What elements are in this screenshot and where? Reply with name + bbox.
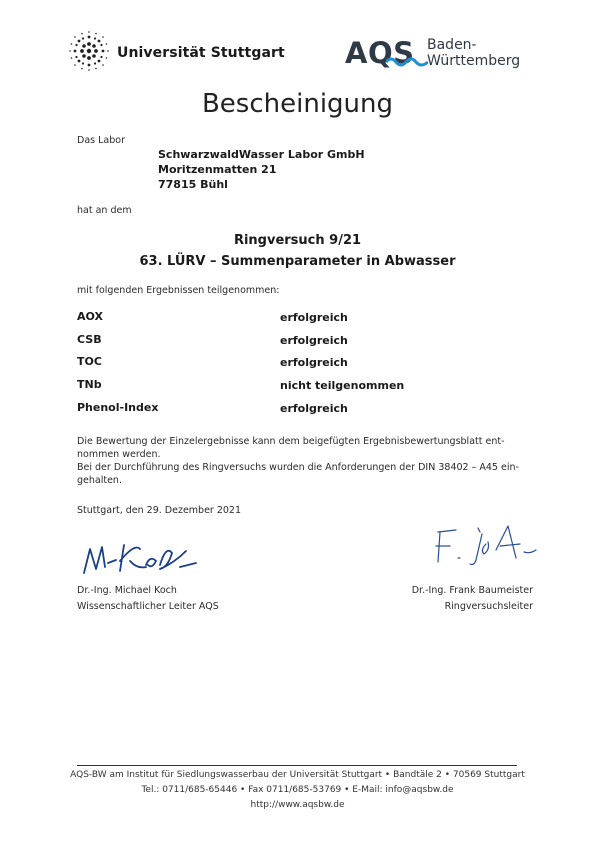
result-param: TNb — [77, 378, 102, 391]
result-value: erfolgreich — [280, 402, 348, 415]
left-signer-role: Wissenschaftlicher Leiter AQS — [77, 601, 219, 612]
aqs-logo: AQS — [345, 36, 415, 70]
lab-city: 77815 Bühl — [158, 178, 228, 191]
result-param: TOC — [77, 355, 102, 368]
right-signer-role: Ringversuchsleiter — [444, 601, 533, 612]
ringversuch-title: 63. LÜRV – Summenparameter in Abwasser — [139, 254, 456, 269]
results-intro: mit folgenden Ergebnissen teilgenommen: — [77, 285, 280, 296]
aqs-region-line1: Baden- — [427, 37, 477, 53]
footer-divider — [77, 765, 517, 766]
result-value: erfolgreich — [280, 334, 348, 347]
footer-contact: Tel.: 0711/685-65446 • Fax 0711/685-53769 • E-Mail: info@aqsbw.de — [141, 785, 454, 795]
signature-koch — [80, 535, 200, 580]
right-signer-name: Dr.-Ing. Frank Baumeister — [411, 585, 533, 596]
lab-name: SchwarzwaldWasser Labor GmbH — [158, 148, 365, 161]
lab-street: Moritzenmatten 21 — [158, 163, 277, 176]
at-label: hat an dem — [77, 205, 132, 216]
aqs-region-line2: Württemberg — [427, 53, 521, 69]
result-value: erfolgreich — [280, 311, 348, 324]
result-param: Phenol-Index — [77, 401, 159, 414]
result-value: nicht teilgenommen — [280, 379, 405, 392]
lab-label: Das Labor — [77, 135, 125, 146]
note-line: Bei der Durchführung des Ringversuchs wurden die Anforderungen der DIN 38402 – A45 ein- — [77, 462, 519, 473]
note-line: Die Bewertung der Einzelergebnisse kann dem beigefügten Ergebnisbewertungsblatt ent- — [77, 436, 505, 447]
footer-address: AQS-BW am Institut für Siedlungswasserbau der Universität Stuttgart • Bandtäle 2 • 70569 Stuttgart — [70, 770, 525, 780]
wave-icon — [386, 56, 428, 68]
footer-website: http://www.aqsbw.de — [250, 800, 345, 810]
date-line: Stuttgart, den 29. Dezember 2021 — [77, 505, 242, 516]
page-title: Bescheinigung — [201, 89, 394, 119]
university-name: Universität Stuttgart — [117, 45, 285, 61]
university-logo-icon — [68, 30, 110, 72]
ringversuch-number: Ringversuch 9/21 — [233, 233, 362, 248]
result-value: erfolgreich — [280, 356, 348, 369]
note-line: gehalten. — [77, 475, 122, 486]
result-param: AOX — [77, 310, 103, 323]
result-param: CSB — [77, 333, 102, 346]
note-line: nommen werden. — [77, 449, 161, 460]
signature-baumeister — [430, 520, 540, 570]
left-signer-name: Dr.-Ing. Michael Koch — [77, 585, 177, 596]
